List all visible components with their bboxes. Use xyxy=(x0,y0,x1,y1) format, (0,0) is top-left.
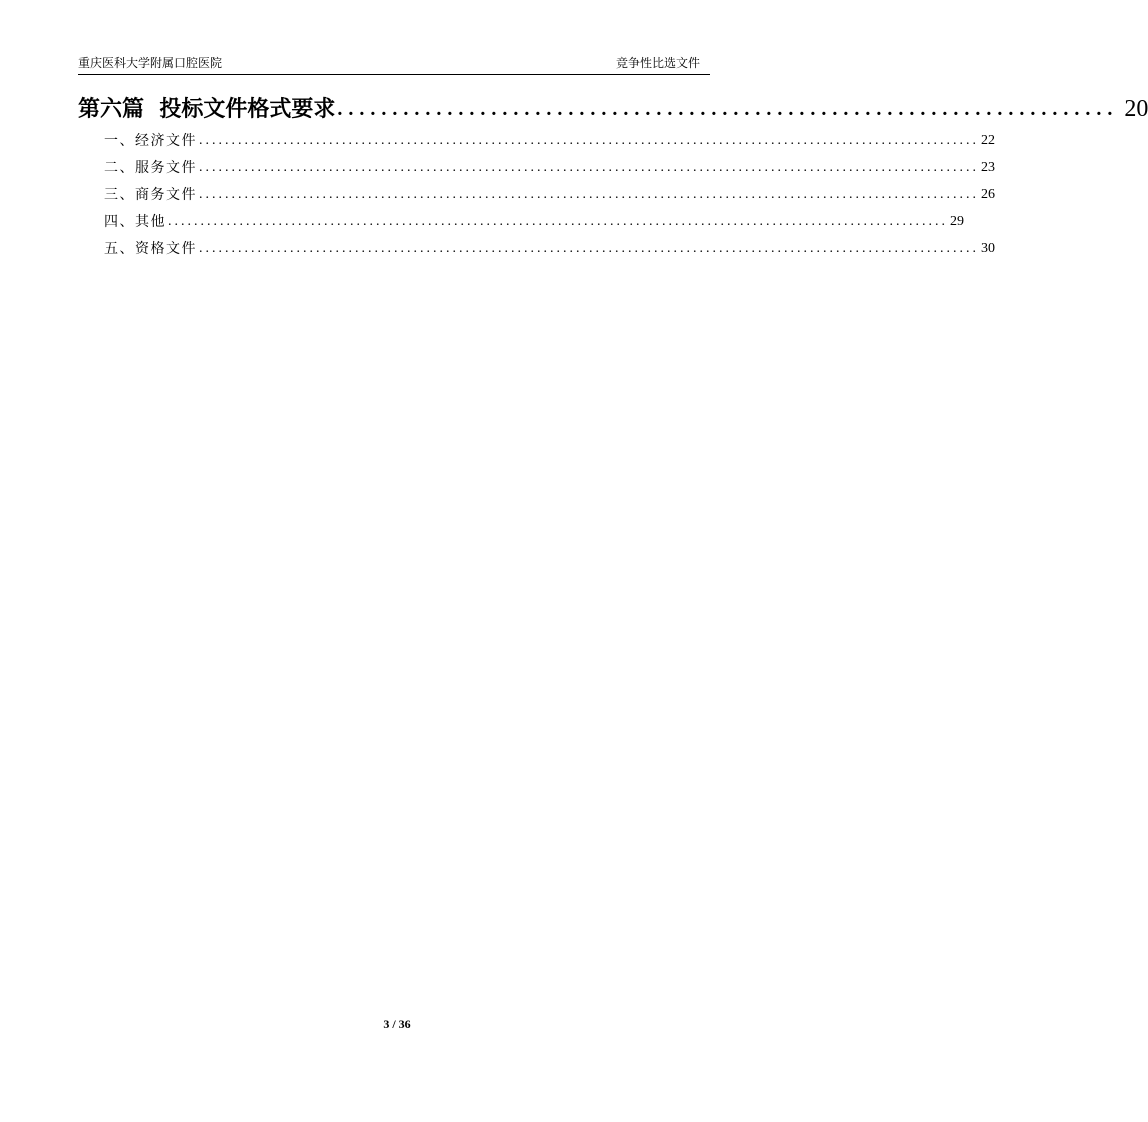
toc-entry-page: 26 xyxy=(981,187,995,202)
toc-leader-dots: ........................................................................................................................ xyxy=(199,133,979,148)
toc-entry-page: 29 xyxy=(950,214,964,229)
toc-leader-dots: ........................................................................................................................ xyxy=(199,187,979,202)
toc-entry-label: 三、商务文件 xyxy=(104,187,197,203)
toc-entry-business[interactable] xyxy=(78,178,995,205)
toc-entry-label: 四、其他 xyxy=(104,214,166,230)
toc-leader-dots: ....................................................................... xyxy=(337,98,1119,120)
toc-entry-label: 一、经济文件 xyxy=(104,133,197,149)
toc-entry-page: 23 xyxy=(981,160,995,175)
table-of-contents xyxy=(78,94,1148,259)
toc-leader-dots: ........................................................................................................................ xyxy=(168,214,948,229)
toc-chapter-6[interactable] xyxy=(78,94,1148,124)
page-header xyxy=(78,56,710,75)
toc-entry-other[interactable] xyxy=(78,205,964,232)
toc-entry-economic[interactable] xyxy=(78,124,995,151)
toc-entry-page: 30 xyxy=(981,241,995,256)
header-document-type: 竞争性比选文件 xyxy=(615,56,700,70)
toc-chapter-title: 第六篇 投标文件格式要求 xyxy=(78,96,336,122)
toc-chapter-page: 20 xyxy=(1124,96,1148,122)
toc-entry-label: 五、资格文件 xyxy=(104,241,197,257)
page-number: 3 / 36 xyxy=(383,1017,411,1031)
header-organization: 重庆医科大学附属口腔医院 xyxy=(78,56,223,70)
toc-leader-dots: ........................................................................................................................ xyxy=(199,160,979,175)
toc-leader-dots: ........................................................................................................................ xyxy=(199,241,979,256)
toc-entry-service[interactable] xyxy=(78,151,995,178)
toc-entry-page: 22 xyxy=(981,133,995,148)
toc-entry-qualification[interactable] xyxy=(78,232,995,259)
toc-entry-label: 二、服务文件 xyxy=(104,160,197,176)
